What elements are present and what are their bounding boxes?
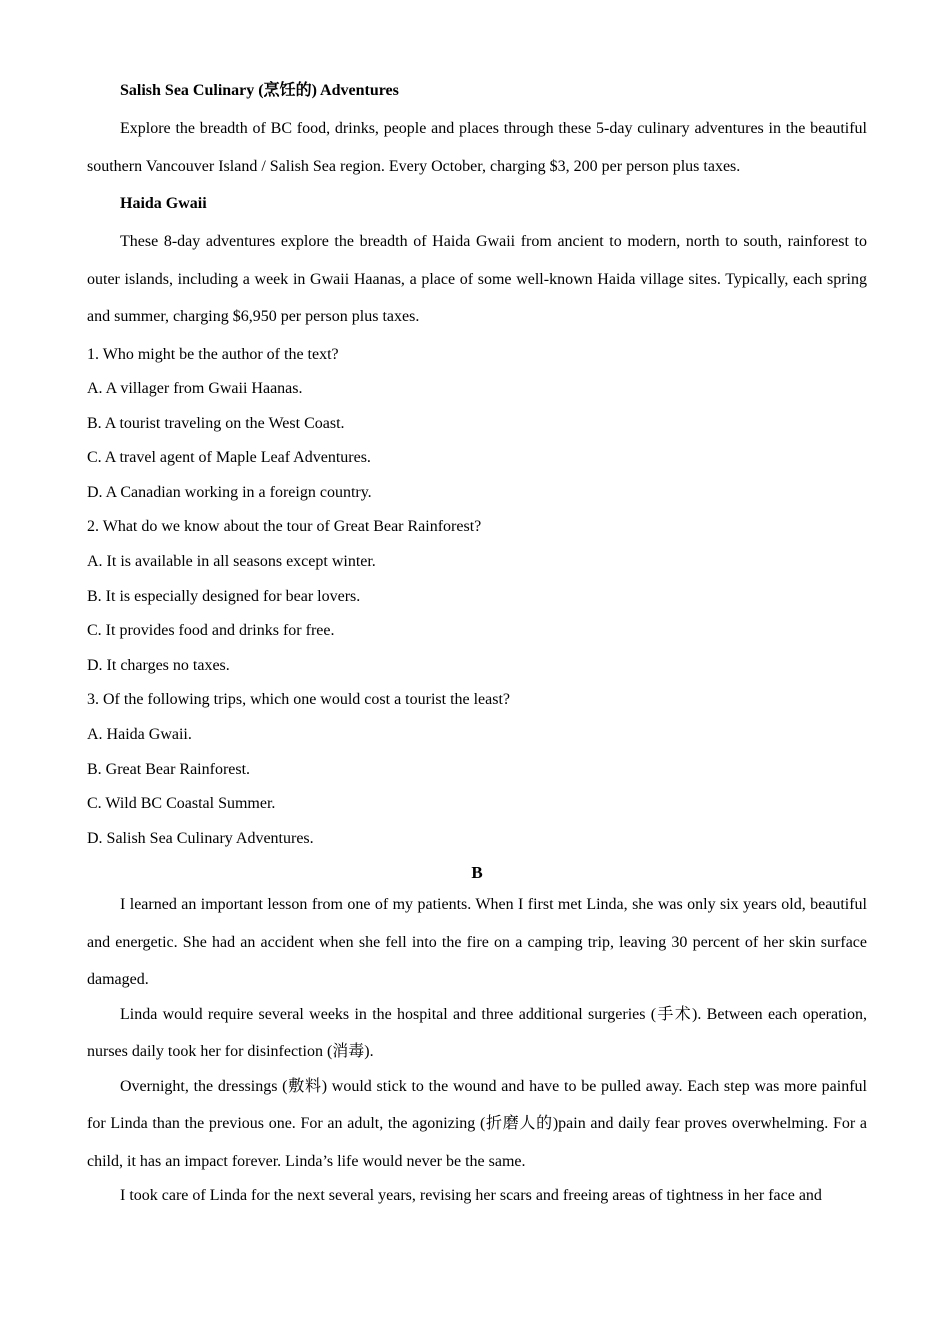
option-c: C. It provides food and drinks for free. (87, 622, 335, 640)
option-d: D. Salish Sea Culinary Adventures. (87, 829, 314, 847)
passage-b-label: B (471, 863, 483, 883)
question-2 (87, 514, 867, 678)
section-text-salish-sea: Explore the breadth of BC food, drinks, people and places through these 5-day culinary adventures in the beautiful southern Vancouver Island / Salish Sea region. Every October, charging $3, 200 per person plus taxes. (87, 120, 867, 175)
question-stem: 1. Who might be the author of the text? (87, 345, 339, 363)
passage-b-paragraph: I took care of Linda for the next several years, revising her scars and freeing areas of tightness in her face and (120, 1187, 822, 1205)
option-c: C. A travel agent of Maple Leaf Adventures. (87, 449, 371, 467)
option-d: D. A Canadian working in a foreign country. (87, 483, 372, 501)
option-a: A. It is available in all seasons except winter. (87, 553, 376, 571)
option-c: C. Wild BC Coastal Summer. (87, 795, 276, 813)
passage-b-paragraph: Linda would require several weeks in the hospital and three additional surgeries (手术). Between each operation, nurses daily took her for disinfection (消毒). (87, 1005, 867, 1061)
option-a: A. Haida Gwaii. (87, 726, 192, 744)
section-title-haida-gwaii: Haida Gwaii (120, 195, 207, 212)
option-d: D. It charges no taxes. (87, 656, 230, 674)
document-page (87, 78, 867, 1212)
section-title-salish-sea: Salish Sea Culinary (烹饪的) Adventures (120, 82, 399, 99)
passage-b-paragraph: I learned an important lesson from one of my patients. When I first met Linda, she was only six years old, beautiful and energetic. She had an accident when she fell into the fire on a camping trip, leaving 30 percent of her skin surface damaged. (87, 896, 867, 989)
question-stem: 2. What do we know about the tour of Great Bear Rainforest? (87, 518, 482, 536)
option-a: A. A villager from Gwaii Haanas. (87, 380, 303, 398)
question-3 (87, 687, 867, 851)
option-b: B. It is especially designed for bear lovers. (87, 587, 361, 605)
question-stem: 3. Of the following trips, which one would cost a tourist the least? (87, 691, 511, 709)
section-text-haida-gwaii: These 8-day adventures explore the breadth of Haida Gwaii from ancient to modern, north to south, rainforest to outer islands, including a week in Gwaii Haanas, a place of some well-known Haida village sites. Typically, each spring and summer, charging $6,950 per person plus taxes. (87, 233, 867, 325)
option-b: B. Great Bear Rainforest. (87, 760, 251, 778)
question-1 (87, 342, 867, 506)
option-b: B. A tourist traveling on the West Coast. (87, 414, 345, 432)
passage-b-paragraph: Overnight, the dressings (敷料) would stick to the wound and have to be pulled away. Each step was more painful for Linda than the previous one. For an adult, the agonizing (折磨人的)pain and daily fear proves overwhelming. For a child, it has an impact forever. Linda’s life would never be the same. (87, 1077, 867, 1170)
